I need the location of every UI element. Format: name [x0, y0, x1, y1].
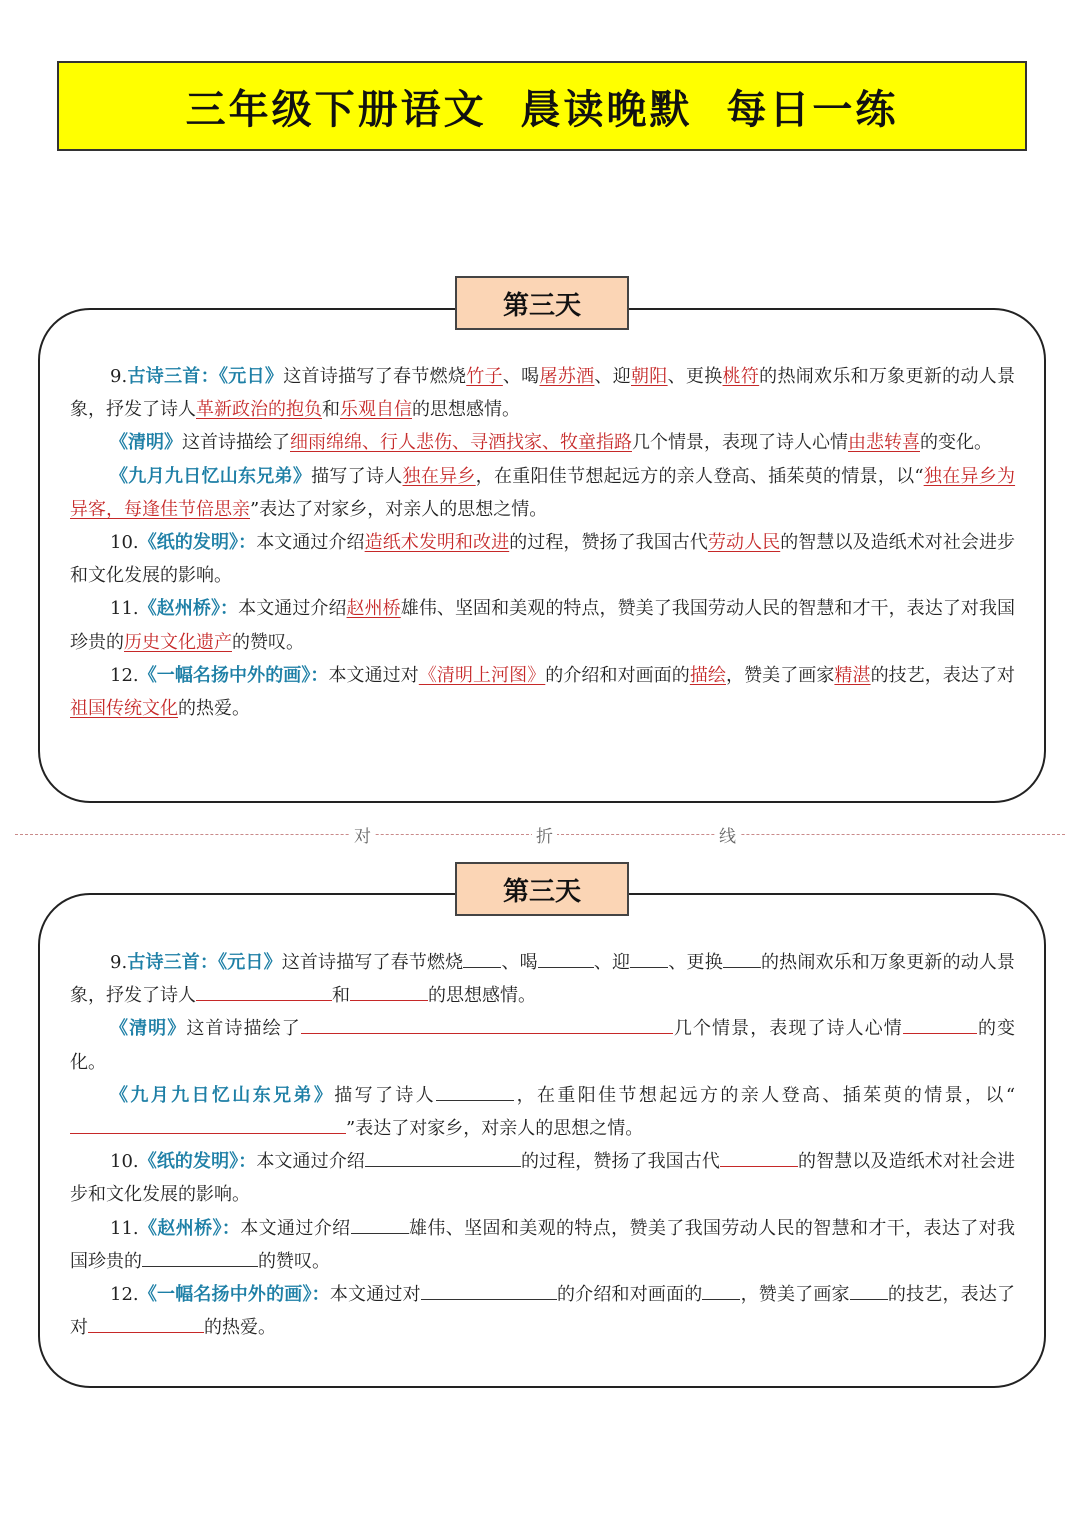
text-segment: 、迎 — [593, 952, 631, 973]
text-segment: 描写了诗人 — [334, 1084, 437, 1106]
item-title: 《一幅名扬中外的画》： — [138, 1284, 330, 1306]
text-segment: 11. — [110, 1217, 139, 1239]
text-segment: 、更换 — [668, 952, 723, 973]
text-segment: 这首诗描写了春节燃烧 — [283, 366, 467, 387]
text-segment: 的热爱。 — [204, 1317, 276, 1339]
text-segment: 12. — [110, 1284, 139, 1306]
fill-blank[interactable] — [723, 949, 761, 968]
fill-blank[interactable] — [196, 982, 332, 1001]
text-segment: 几个情景，表现了诗人心情 — [672, 1018, 903, 1040]
answer-text: 独在异乡 — [402, 465, 476, 487]
title-banner — [57, 61, 1027, 151]
text-segment: 本文通过介绍 — [256, 532, 365, 554]
text-segment: 的变化。 — [70, 1018, 1016, 1073]
fill-blank[interactable] — [538, 949, 594, 968]
text-segment: 、喝 — [502, 366, 540, 387]
text-segment: 、更换 — [667, 366, 723, 387]
text-segment: 的智慧以及造纸术对社会进步和文化发展的影响。 — [70, 1151, 1016, 1206]
answer-text: 描绘 — [689, 664, 726, 686]
fill-blank[interactable] — [421, 1281, 557, 1300]
text-segment: 本文通过介绍 — [240, 1217, 351, 1239]
fill-blank[interactable] — [88, 1314, 204, 1333]
text-segment: 的介绍和对画面的 — [556, 1284, 703, 1306]
text-segment: 本文通过介绍 — [256, 1151, 365, 1173]
fill-blank[interactable] — [142, 1248, 258, 1267]
exercise-p11 — [70, 1212, 1015, 1278]
answer-text: 革新政治的抱负 — [196, 399, 322, 421]
answer-qingming — [70, 426, 1015, 459]
text-segment: 的热闹欢乐和万象更新的动人景象，抒发了诗人 — [70, 366, 1016, 421]
fill-blank[interactable] — [350, 982, 428, 1001]
text-segment: 、迎 — [594, 366, 631, 387]
item-title: 《清明》 — [110, 432, 182, 454]
fill-blank[interactable] — [630, 949, 668, 968]
day-label-bottom: 第三天 — [455, 862, 629, 916]
text-segment: 11. — [110, 598, 139, 620]
text-segment: 雄伟、坚固和美观的特点，赞美了我国劳动人民的智慧和才干，表达了对我国珍贵的 — [70, 598, 1016, 653]
fill-blank[interactable] — [436, 1082, 514, 1101]
answer-p11 — [70, 592, 1015, 658]
text-segment: ”表达了对家乡，对亲人的思想之情。 — [250, 498, 548, 520]
text-segment: 和 — [332, 985, 350, 1007]
text-segment: 本文通过对 — [328, 664, 419, 686]
answer-text: 祖国传统文化 — [70, 698, 178, 720]
item-title: 古诗三首：《元日》 — [127, 366, 284, 387]
text-segment: 这首诗描绘了 — [182, 432, 290, 454]
text-segment: 的智慧以及造纸术对社会进步和文化发展的影响。 — [70, 532, 1016, 587]
answer-text: 屠苏酒 — [539, 366, 595, 387]
fold-label: 折 — [532, 822, 557, 847]
answer-text: 造纸术发明和改进 — [364, 532, 510, 554]
exercise-jiuyue — [70, 1079, 1015, 1145]
item-title: 《九月九日忆山东兄弟》 — [110, 1084, 335, 1106]
text-segment: 这首诗描写了春节燃烧 — [281, 952, 464, 973]
exercise-p10 — [70, 1145, 1015, 1211]
text-segment: ，在重阳佳节想起远方的亲人登高、插茱萸的情景，以“ — [514, 1084, 1016, 1106]
text-segment: 雄伟、坚固和美观的特点，赞美了我国劳动人民的智慧和才干，表达了对我国珍贵的 — [70, 1217, 1016, 1272]
text-segment: 几个情景，表现了诗人心情 — [632, 432, 848, 454]
answer-text: 乐观自信 — [340, 399, 412, 421]
fill-blank[interactable] — [463, 949, 501, 968]
text-segment: ”表达了对家乡，对亲人的思想之情。 — [346, 1118, 644, 1140]
answer-card-body — [70, 360, 1015, 725]
text-segment: 的思想感情。 — [412, 399, 520, 421]
answer-text: 竹子 — [466, 366, 503, 387]
text-segment: 的过程，赞扬了我国古代 — [509, 532, 708, 554]
answer-text: 细雨绵绵、行人悲伤、寻酒找家、牧童指路 — [290, 432, 632, 454]
text-segment: 、喝 — [501, 952, 538, 973]
answer-jiuyue — [70, 460, 1015, 526]
answer-text: 历史文化遗产 — [124, 631, 232, 653]
text-segment: ，在重阳佳节想起远方的亲人登高、插茱萸的情景，以“ — [475, 465, 924, 487]
answer-text: 桃符 — [722, 366, 760, 387]
fill-blank[interactable] — [850, 1281, 888, 1300]
text-segment: 的变化。 — [920, 432, 992, 454]
answer-text: 劳动人民 — [707, 532, 781, 554]
answer-text: 精湛 — [834, 664, 871, 686]
fill-blank[interactable] — [351, 1215, 409, 1234]
item-title: 《纸的发明》： — [138, 532, 257, 554]
text-segment: 10. — [110, 532, 139, 554]
text-segment: 的赞叹。 — [232, 631, 304, 653]
text-segment: 的赞叹。 — [258, 1250, 330, 1272]
fold-label: 线 — [715, 822, 740, 847]
exercise-card-body — [70, 946, 1015, 1344]
item-title: 古诗三首：《元日》 — [127, 952, 282, 973]
text-segment: 和 — [322, 399, 340, 421]
exercise-p9 — [70, 946, 1015, 1012]
answer-text: 独在异乡为异客，每逢佳节倍思亲 — [70, 465, 1016, 520]
text-segment: 12. — [110, 664, 139, 686]
text-segment: 的过程，赞扬了我国古代 — [520, 1151, 720, 1173]
fill-blank[interactable] — [365, 1148, 521, 1167]
fill-blank[interactable] — [301, 1015, 673, 1034]
fold-label: 对 — [350, 822, 375, 847]
text-segment: 这首诗描绘了 — [186, 1018, 301, 1040]
fill-blank[interactable] — [70, 1115, 346, 1134]
answer-text: 朝阳 — [631, 366, 668, 387]
text-segment: 本文通过对 — [329, 1284, 421, 1306]
item-title: 《赵州桥》： — [138, 1217, 241, 1239]
answer-p10 — [70, 526, 1015, 592]
text-segment: 的技艺，表达了对 — [870, 664, 1016, 686]
text-segment: 描写了诗人 — [311, 465, 403, 487]
fill-blank[interactable] — [903, 1015, 977, 1034]
answer-text: 赵州桥 — [346, 598, 401, 620]
text-segment: 的热闹欢乐和万象更新的动人景象，抒发了诗人 — [70, 952, 1016, 1007]
answer-text: 由悲转喜 — [848, 432, 920, 454]
item-title: 《纸的发明》： — [138, 1151, 257, 1173]
exercise-p12 — [70, 1278, 1015, 1344]
text-segment: 9. — [110, 952, 128, 973]
text-segment: ，赞美了画家 — [726, 664, 835, 686]
text-segment: 的技艺，表达了对 — [70, 1284, 1016, 1339]
text-segment: 10. — [110, 1151, 139, 1173]
page-title: 三年级下册语文 晨读晚默 每日一练 — [185, 85, 899, 133]
text-segment: ，赞美了画家 — [740, 1284, 850, 1306]
item-title: 《赵州桥》： — [138, 598, 239, 620]
text-segment: 本文通过介绍 — [238, 598, 347, 620]
answer-p12 — [70, 659, 1015, 725]
fill-blank[interactable] — [702, 1281, 740, 1300]
item-title: 《一幅名扬中外的画》： — [138, 664, 329, 686]
text-segment: 的介绍和对画面的 — [545, 664, 690, 686]
answer-p9 — [70, 360, 1015, 426]
text-segment: 9. — [110, 366, 128, 387]
day-label-top: 第三天 — [455, 276, 629, 330]
item-title: 《九月九日忆山东兄弟》 — [110, 465, 312, 487]
fill-blank[interactable] — [720, 1148, 798, 1167]
item-title: 《清明》 — [110, 1018, 187, 1040]
text-segment: 的热爱。 — [178, 698, 250, 720]
answer-text: 《清明上河图》 — [418, 664, 546, 686]
exercise-qingming — [70, 1012, 1015, 1078]
text-segment: 的思想感情。 — [428, 985, 536, 1007]
